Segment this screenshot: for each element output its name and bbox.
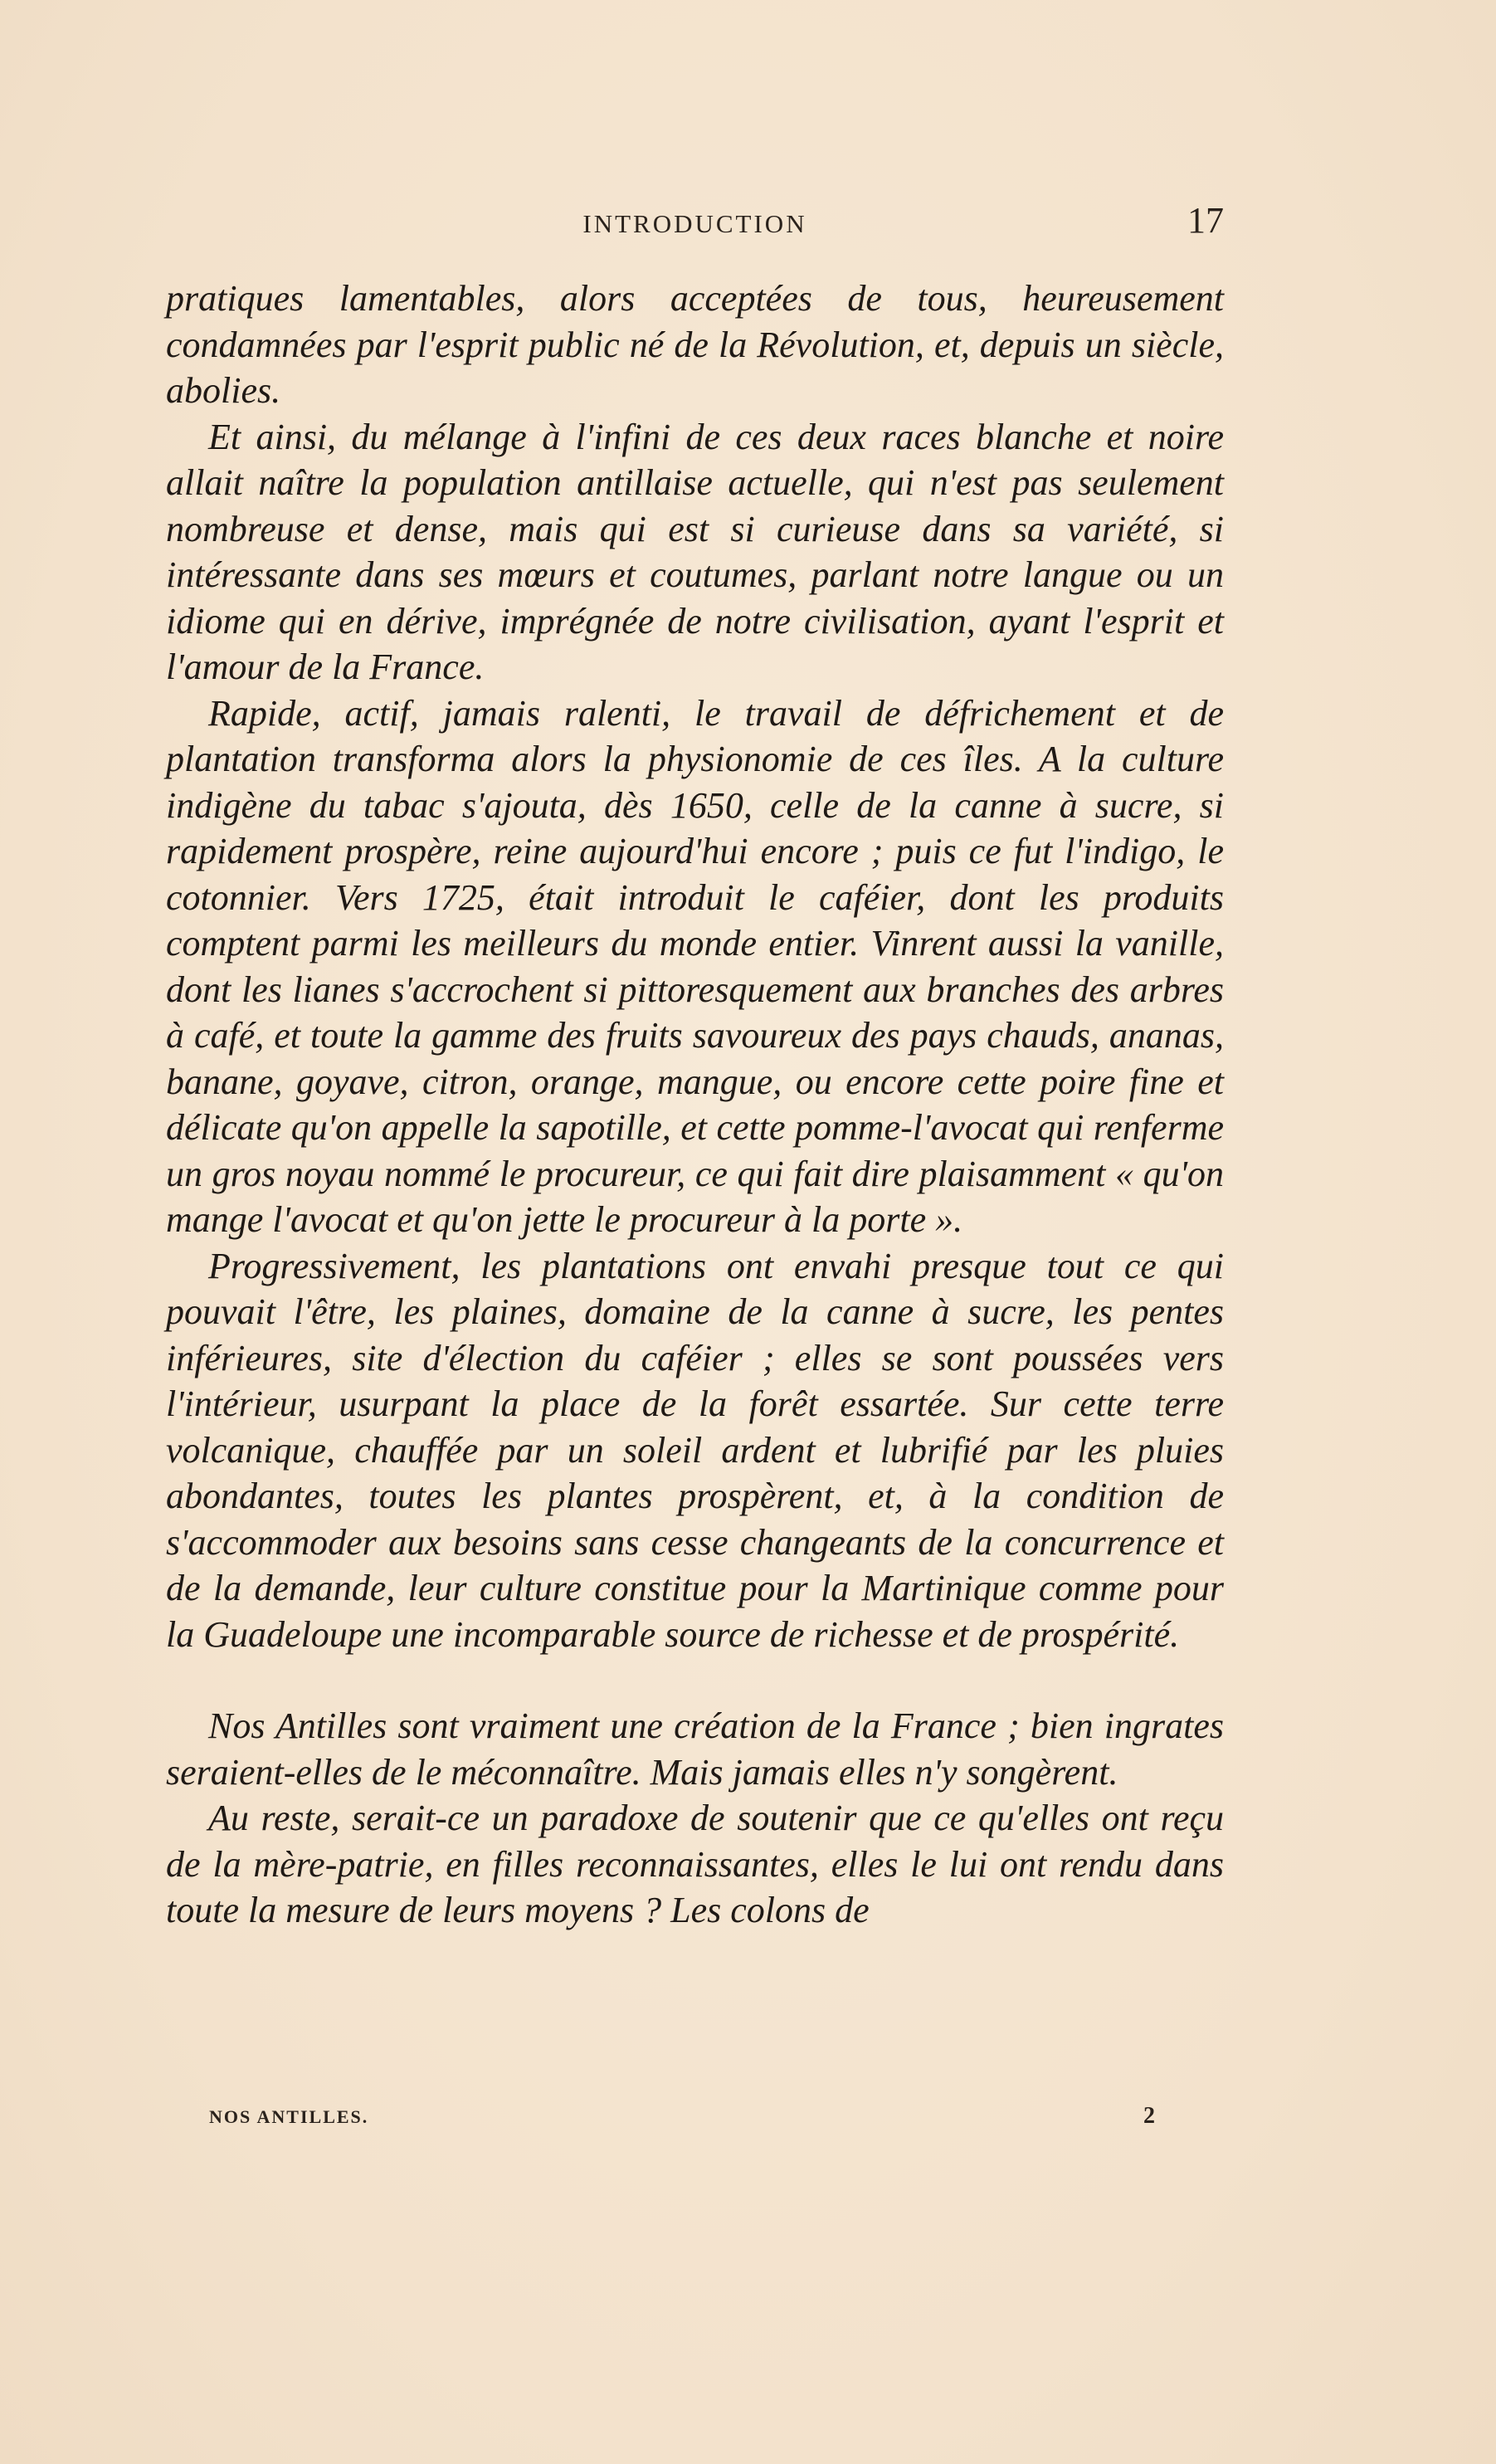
paragraph: Et ainsi, du mélange à l'infini de ces deux races blanche et noire allait naître la population antillaise actuelle, qui n'est pas seulement nombreuse et dense, mais qui est si curieuse dans sa variété, si intéressante dans ses mœurs et coutumes, parlant notre langue ou un idiome qui en dérive, imprégnée de notre civilisation, ayant l'esprit et l'amour de la France. (166, 416, 1224, 687)
paragraph: Rapide, actif, jamais ralenti, le travail de défrichement et de plantation transforma alors la physionomie de ces îles. A la culture indigène du tabac s'ajouta, dès 1650, celle de la canne à sucre, si rapidement prospère, reine aujourd'hui encore ; puis ce fut l'indigo, le cotonnier. Vers 1725, était introduit le caféier, dont les produits comptent parmi les meilleurs du monde entier. Vinrent aussi la vanille, dont les lianes s'accrochent si pittoresquement aux branches des arbres à café, et toute la gamme des fruits savoureux des pays chauds, ananas, banane, goyave, citron, orange, mangue, ou encore cette poire fine et délicate qu'on appelle la sapotille, et cette pomme-l'avocat qui renferme un gros noyau nommé le procureur, ce qui fait dire plaisamment « qu'on mange l'avocat et qu'on jette le procureur à la porte ». (166, 692, 1224, 1240)
running-head (166, 199, 1224, 249)
paragraph: Progressivement, les plantations ont envahi presque tout ce qui pouvait l'être, les plaines, domaine de la canne à sucre, les pentes inférieures, site d'élection du caféier ; elles se sont poussées vers l'intérieur, usurpant la place de la forêt essartée. Sur cette terre volcanique, chauffée par un soleil ardent et lubrifié par les pluies abondantes, toutes les plantes prospèrent, et, à la condition de s'accommoder aux besoins sans cesse changeants de la concurrence et de la demande, leur culture constitue pour la Martinique comme pour la Guadeloupe une incomparable source de richesse et de prospérité. (166, 1245, 1224, 1655)
signature-number: 2 (1143, 2103, 1155, 2129)
signature-mark: NOS ANTILLES. (209, 2106, 369, 2127)
paragraph: pratiques lamentables, alors acceptées de tous, heureusement condamnées par l'esprit public né de la Révolution, et, depuis un siècle, abolies. (166, 278, 1224, 411)
paragraph: Au reste, serait-ce un paradoxe de soutenir que ce qu'elles ont reçu de la mère-patrie, en filles reconnaissantes, elles le lui ont rendu dans toute la mesure de leurs moyens ? Les colons de (166, 1798, 1224, 1930)
paragraph: Nos Antilles sont vraiment une création de la France ; bien ingrates seraient-elles de le méconnaître. Mais jamais elles n'y songèrent. (166, 1705, 1224, 1793)
running-title: INTRODUCTION (582, 209, 807, 238)
section-break (166, 1657, 1224, 1703)
body-text (166, 276, 1224, 1934)
page-number: 17 (1187, 200, 1224, 241)
page-footer (209, 2103, 1155, 2140)
